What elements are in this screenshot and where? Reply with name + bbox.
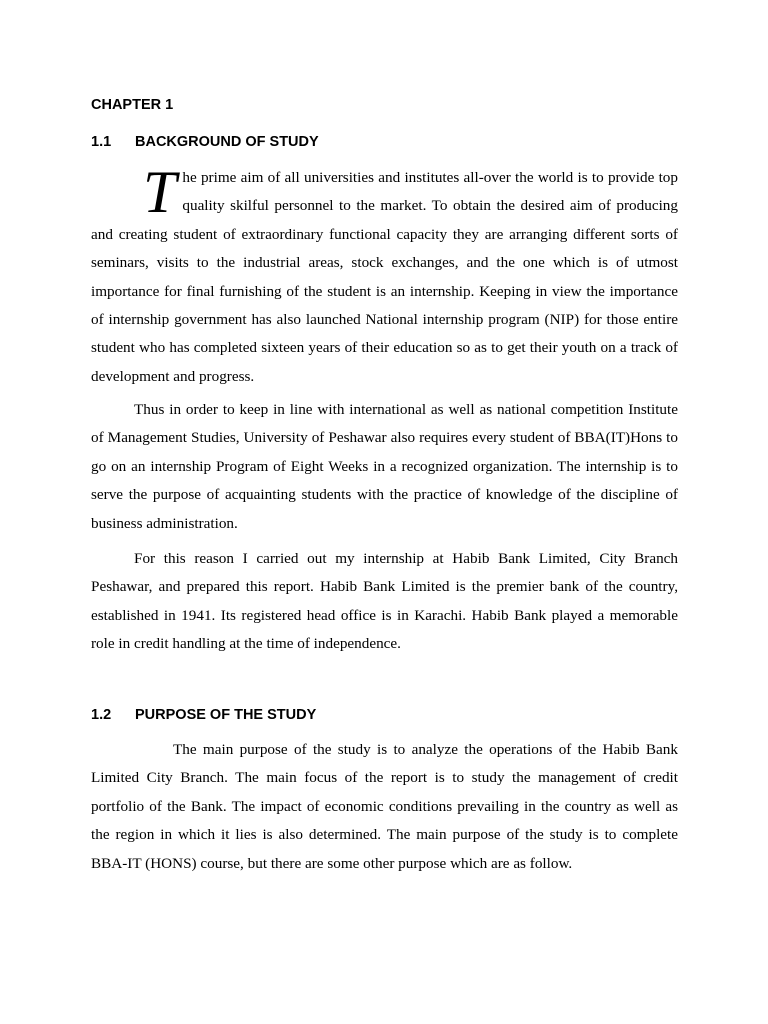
section-number: 1.1	[91, 134, 112, 150]
chapter-title: CHAPTER 1	[91, 97, 174, 113]
section-heading-purpose	[91, 706, 316, 724]
section-number: 1.2	[91, 707, 112, 723]
section-title: BACKGROUND OF STUDY	[135, 134, 319, 150]
purpose-paragraph-1: The main purpose of the study is to analyze the operations of the Habib Bank Limited City Branch. The main focus of the report is to study the management of credit portfolio of the Bank. The impact of economic conditions prevailing in the country as well as the region in which it lies is also determined. The main purpose of the study is to complete BBA-IT (HONS) course, but there are some other purpose which are as follow.	[91, 741, 678, 872]
section-heading-background	[91, 133, 319, 151]
background-paragraph-1	[91, 159, 678, 391]
drop-cap-letter: T	[143, 159, 177, 225]
section-title: PURPOSE OF THE STUDY	[135, 707, 317, 723]
background-paragraph-3: For this reason I carried out my internship at Habib Bank Limited, City Branch Peshawar, and prepared this report. Habib Bank Limited is the premier bank of the country, established in 1941. Its registered head office is in Karachi. Habib Bank played a memorable role in credit handling at the time of independence.	[91, 550, 678, 653]
background-paragraph-1-text: he prime aim of all universities and institutes all-over the world is to provide top quality skilful personnel to the market. To obtain the desired aim of producing and creating student of extraordinary functional capacity they are arranging different sorts of seminars, visits to the industrial areas, stock exchanges, and the one which is of utmost importance for final furnishing of the student is an internship. Keeping in view the importance of internship government has also launched National internship program (NIP) for those entire student who has completed sixteen years of their education so as to get their youth on a track of development and progress.	[91, 169, 678, 385]
background-paragraph-2: Thus in order to keep in line with international as well as national competition Institute of Management Studies, University of Peshawar also requires every student of BBA(IT)Hons to go on an internship Program of Eight Weeks in a recognized organization. The internship is to serve the purpose of acquainting students with the practice of knowledge of the discipline of business administration.	[91, 401, 678, 532]
